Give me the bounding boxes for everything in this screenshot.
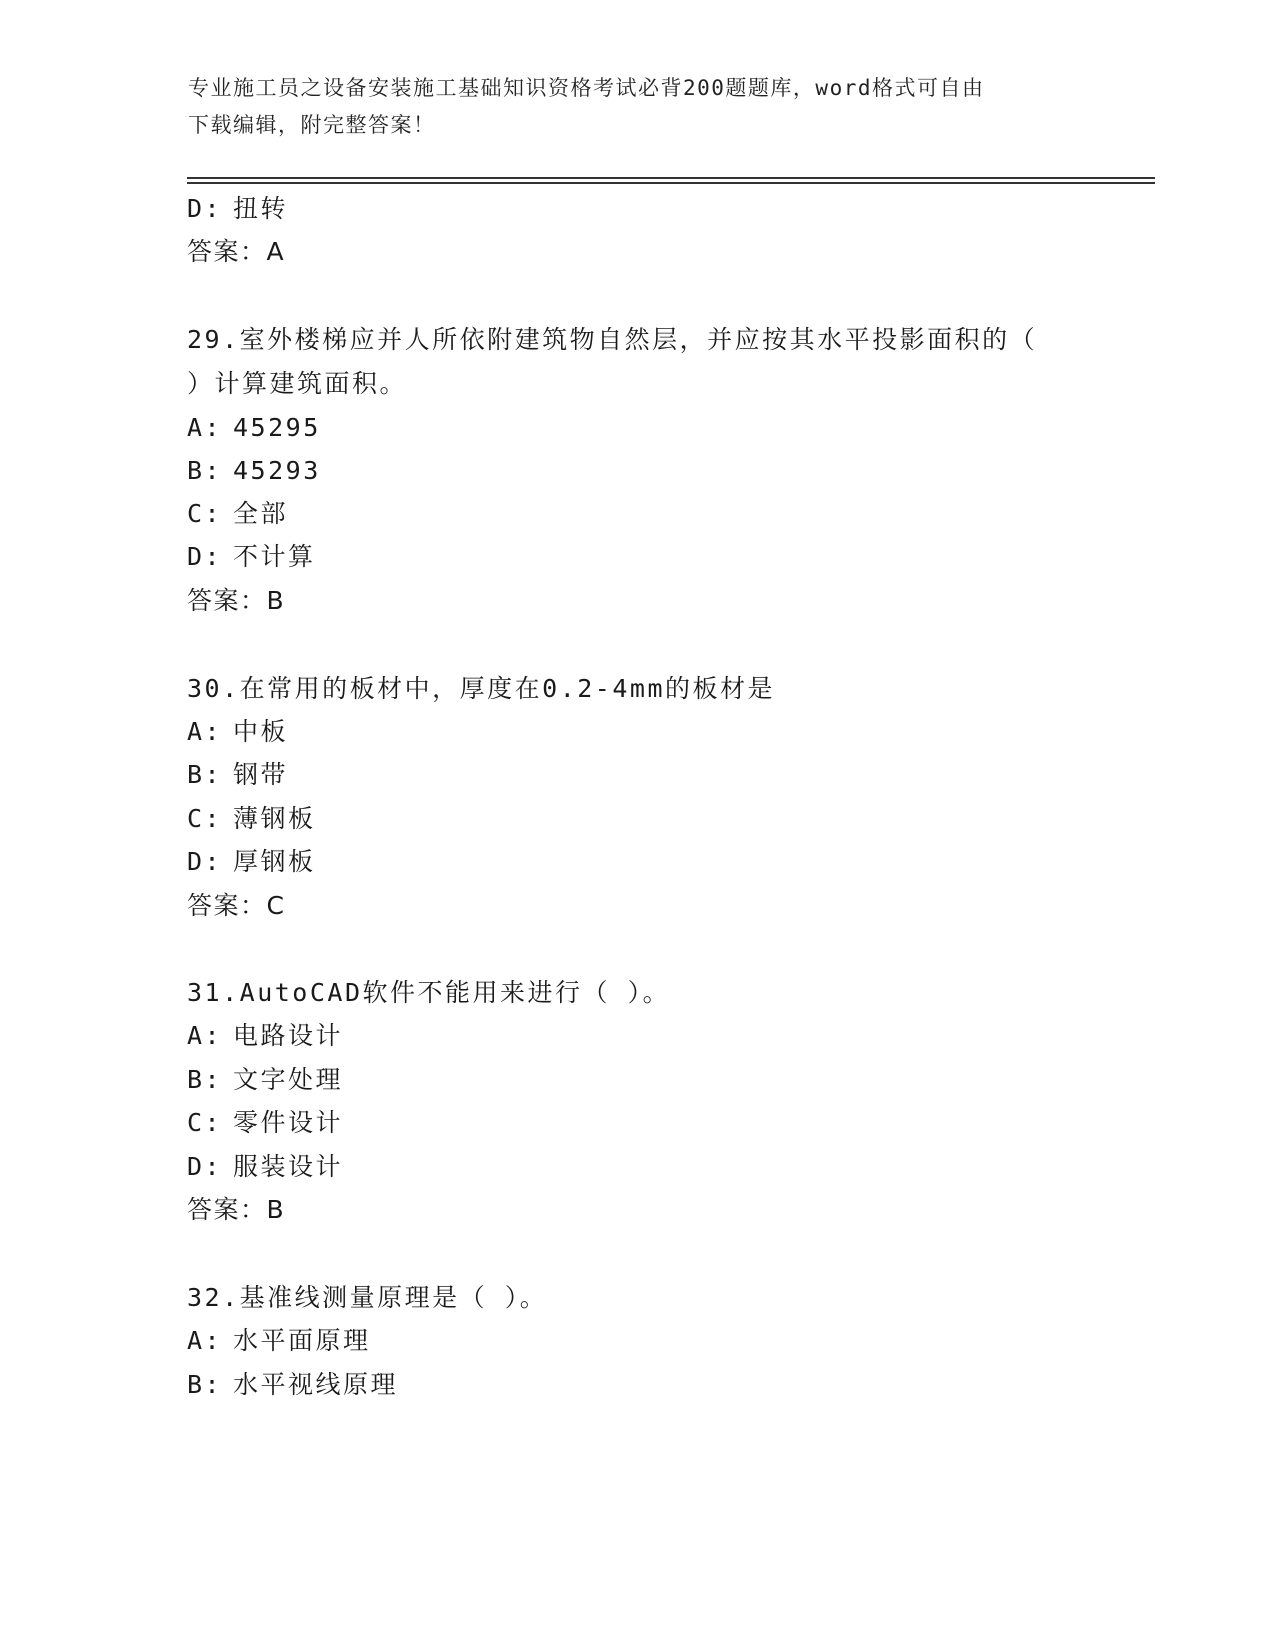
option-text: 服装设计: [233, 1152, 344, 1181]
option-text: 不计算: [233, 542, 316, 571]
question-text: 32.基准线测量原理是（ ）。: [187, 1283, 548, 1312]
option-text: 钢带: [233, 760, 289, 789]
option-letter: B:: [187, 1065, 223, 1094]
question-text: ）计算建筑面积。: [187, 369, 408, 398]
option-letter: A:: [187, 717, 223, 746]
option-letter: B:: [187, 456, 223, 485]
header-line-2: 下载编辑，附完整答案！: [188, 113, 436, 137]
option-letter: A:: [187, 1326, 223, 1355]
option-text: 厚钢板: [233, 847, 316, 876]
question-text: 30.在常用的板材中，厚度在0.2-4mm的板材是: [187, 674, 776, 703]
answer-line: 答案：B: [187, 1195, 286, 1224]
option-text: 全部: [233, 499, 289, 528]
option-letter: B:: [187, 1370, 223, 1399]
option-text: 扭转: [233, 194, 289, 223]
option-row: [187, 1107, 343, 1139]
answer-line: 答案：A: [187, 237, 286, 266]
answer-line: 答案：C: [187, 891, 286, 920]
header-divider-top: [187, 177, 1155, 179]
option-letter: A:: [187, 1021, 223, 1050]
option-row: [187, 541, 316, 573]
answer-line: 答案：B: [187, 586, 286, 615]
option-row: [187, 498, 288, 530]
option-letter: D:: [187, 1152, 223, 1181]
option-text: 45293: [233, 456, 321, 485]
option-text: 中板: [233, 717, 289, 746]
option-row: [187, 1151, 343, 1183]
option-letter: B:: [187, 760, 223, 789]
option-letter: C:: [187, 1108, 223, 1137]
option-row: [187, 455, 321, 487]
option-letter: D:: [187, 847, 223, 876]
option-row: [187, 803, 316, 835]
option-letter: A:: [187, 413, 223, 442]
option-letter: C:: [187, 499, 223, 528]
option-letter: D:: [187, 194, 223, 223]
question-text: 31.AutoCAD软件不能用来进行（ ）。: [187, 978, 671, 1007]
option-letter: C:: [187, 804, 223, 833]
option-row: [187, 1020, 343, 1052]
option-row: [187, 1325, 371, 1357]
header-divider-bottom: [187, 182, 1155, 184]
option-row: [187, 193, 288, 225]
option-text: 水平面原理: [233, 1326, 371, 1355]
option-text: 电路设计: [233, 1021, 344, 1050]
option-row: [187, 412, 321, 444]
option-text: 水平视线原理: [233, 1370, 399, 1399]
option-letter: D:: [187, 542, 223, 571]
option-text: 零件设计: [233, 1108, 344, 1137]
document-header: [188, 70, 1088, 144]
option-row: [187, 716, 288, 748]
option-text: 薄钢板: [233, 804, 316, 833]
option-row: [187, 846, 316, 878]
option-row: [187, 1369, 398, 1401]
option-row: [187, 759, 288, 791]
question-text: 29.室外楼梯应并人所依附建筑物自然层，并应按其水平投影面积的（: [187, 325, 1038, 354]
option-text: 文字处理: [233, 1065, 344, 1094]
option-text: 45295: [233, 413, 321, 442]
option-row: [187, 1064, 343, 1096]
header-line-1: 专业施工员之设备安装施工基础知识资格考试必背200题题库，word格式可自由: [188, 76, 985, 100]
